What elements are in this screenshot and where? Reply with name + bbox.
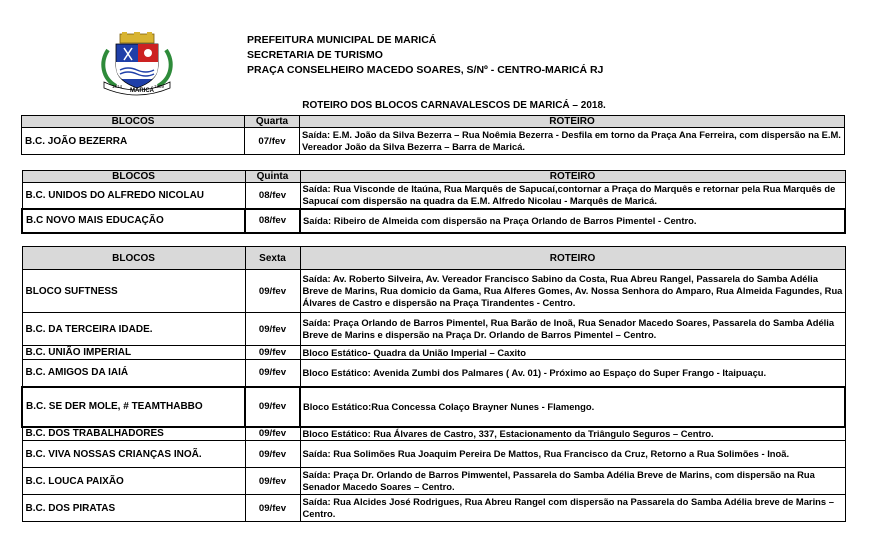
col-header-roteiro: ROTEIRO [300, 116, 845, 128]
bloco-date: 07/fev [245, 128, 300, 155]
bloco-route: Saída: E.M. João da Silva Bezerra – Rua Noêmia Bezerra - Desfila em torno da Praça Ana Ferreira, com dispersão na E.M. Vereador João da Silva Bezerra – Barra de Maricá. [300, 128, 845, 155]
bloco-route: Saída: Praça Dr. Orlando de Barros Pimwentel, Passarela do Samba Adélia Breve de Marins, com dispersão na Rua Senador Macedo Soares – Centro. [300, 468, 845, 495]
bloco-name: B.C. DOS TRABALHADORES [22, 427, 245, 441]
table-row [22, 313, 845, 346]
document-title: ROTEIRO DOS BLOCOS CARNAVALESCOS DE MARICÁ – 2018. [302, 100, 606, 111]
bloco-route: Saída: Rua Visconde de Itaúna, Rua Marquês de Sapucaí,contornar a Praça do Marquês e retornar pela Rua Marquês de Sapucaí com dispersão na quadra da E.M. Alfredo Nicolau - Marquês de Maricá. [300, 183, 845, 209]
bloco-route: Saída: Av. Roberto Silveira, Av. Vereador Francisco Sabino da Costa, Rua Abreu Rangel, Passarela do Samba Adélia Breve de Marins, Rua domicio da Gama, Rua Alferes Gomes, Av. Nossa Senhora do Amparo, Rua Almeida Fagundes, Rua Álvares de Castro e dispersão na Praça Tirandentes - Centro. [300, 270, 845, 313]
col-header-roteiro: ROTEIRO [300, 171, 845, 183]
bloco-route: Saída: Rua Alcides José Rodrigues, Rua Abreu Rangel com dispersão na Passarela do Samba Adélia breve de Marins – Centro. [300, 495, 845, 522]
bloco-route: Saída: Ribeiro de Almeida com dispersão na Praça Orlando de Barros Pimentel - Centro. [300, 209, 845, 233]
table-header-row [22, 116, 845, 128]
table-row [22, 270, 845, 313]
bloco-date: 09/fev [245, 346, 300, 360]
bloco-route: Bloco Estático:Rua Concessa Colaço Brayner Nunes - Flamengo. [300, 387, 845, 427]
marica-coat-of-arms-logo [98, 32, 176, 96]
logo-year-right: 1889 [154, 84, 165, 89]
bloco-date: 09/fev [245, 441, 300, 468]
col-header-day: Quinta [245, 171, 300, 183]
bloco-name: B.C. LOUCA PAIXÃO [22, 468, 245, 495]
col-header-day: Sexta [245, 247, 300, 270]
bloco-route: Saída: Praça Orlando de Barros Pimentel, Rua Barão de Inoã, Rua Senador Macedo Soares, Passarela do Samba Adélia Breve de Marins e dispersão na Praça Dr. Orlando de Barros Pimentel – Centro. [300, 313, 845, 346]
bloco-name: B.C. VIVA NOSSAS CRIANÇAS INOÃ. [22, 441, 245, 468]
bloco-name: B.C. JOÃO BEZERRA [22, 128, 245, 155]
bloco-name: B.C NOVO MAIS EDUCAÇÃO [22, 209, 245, 233]
schedule-table-quinta [21, 170, 846, 234]
col-header-day: Quarta [245, 116, 300, 128]
table-header-row [22, 247, 845, 270]
bloco-name: B.C. UNIDOS DO ALFREDO NICOLAU [22, 183, 245, 209]
bloco-name: BLOCO SUFTNESS [22, 270, 245, 313]
table-row [22, 387, 845, 427]
bloco-date: 09/fev [245, 360, 300, 387]
col-header-blocos: BLOCOS [22, 247, 245, 270]
table-row [22, 468, 845, 495]
bloco-date: 09/fev [245, 427, 300, 441]
table-row [22, 360, 845, 387]
bloco-name: B.C. DOS PIRATAS [22, 495, 245, 522]
col-header-blocos: BLOCOS [22, 116, 245, 128]
schedule-table-sexta [21, 246, 846, 522]
document-header [247, 33, 603, 78]
logo-year-left: 1814 [112, 84, 123, 89]
bloco-name: B.C. AMIGOS DA IAIÁ [22, 360, 245, 387]
table-row [22, 427, 845, 441]
logo-name: MARICÁ [130, 88, 154, 94]
table-row [22, 209, 845, 233]
header-line-prefeitura: PREFEITURA MUNICIPAL DE MARICÁ [247, 34, 437, 46]
bloco-date: 08/fev [245, 183, 300, 209]
table-row [22, 128, 845, 155]
header-line-address: PRAÇA CONSELHEIRO MACEDO SOARES, S/Nº - CENTRO-MARICÁ RJ [247, 64, 604, 76]
header-line-secretaria: SECRETARIA DE TURISMO [247, 49, 383, 61]
bloco-date: 09/fev [245, 270, 300, 313]
bloco-route: Bloco Estático: Avenida Zumbi dos Palmares ( Av. 01) - Próximo ao Espaço do Super Frango - Itaipuaçu. [300, 360, 845, 387]
bloco-name: B.C. DA TERCEIRA IDADE. [22, 313, 245, 346]
bloco-date: 09/fev [245, 387, 300, 427]
bloco-name: B.C. SE DER MOLE, # TEAMTHABBO [22, 387, 245, 427]
bloco-date: 09/fev [245, 495, 300, 522]
table-row [22, 183, 845, 209]
table-header-row [22, 171, 845, 183]
bloco-date: 09/fev [245, 313, 300, 346]
bloco-date: 09/fev [245, 468, 300, 495]
schedule-table-quarta [21, 115, 845, 155]
bloco-date: 08/fev [245, 209, 300, 233]
bloco-name: B.C. UNIÃO IMPERIAL [22, 346, 245, 360]
col-header-blocos: BLOCOS [22, 171, 245, 183]
bloco-route: Bloco Estático- Quadra da União Imperial – Caxito [300, 346, 845, 360]
bloco-route: Bloco Estático: Rua Álvares de Castro, 337, Estacionamento da Triângulo Seguros – Centro. [300, 427, 845, 441]
table-row [22, 495, 845, 522]
table-row [22, 441, 845, 468]
table-row [22, 346, 845, 360]
col-header-roteiro: ROTEIRO [300, 247, 845, 270]
bloco-route: Saída: Rua Solimões Rua Joaquim Pereira De Mattos, Rua Francisco da Cruz, Retorno a Rua Solimões - Inoã. [300, 441, 845, 468]
